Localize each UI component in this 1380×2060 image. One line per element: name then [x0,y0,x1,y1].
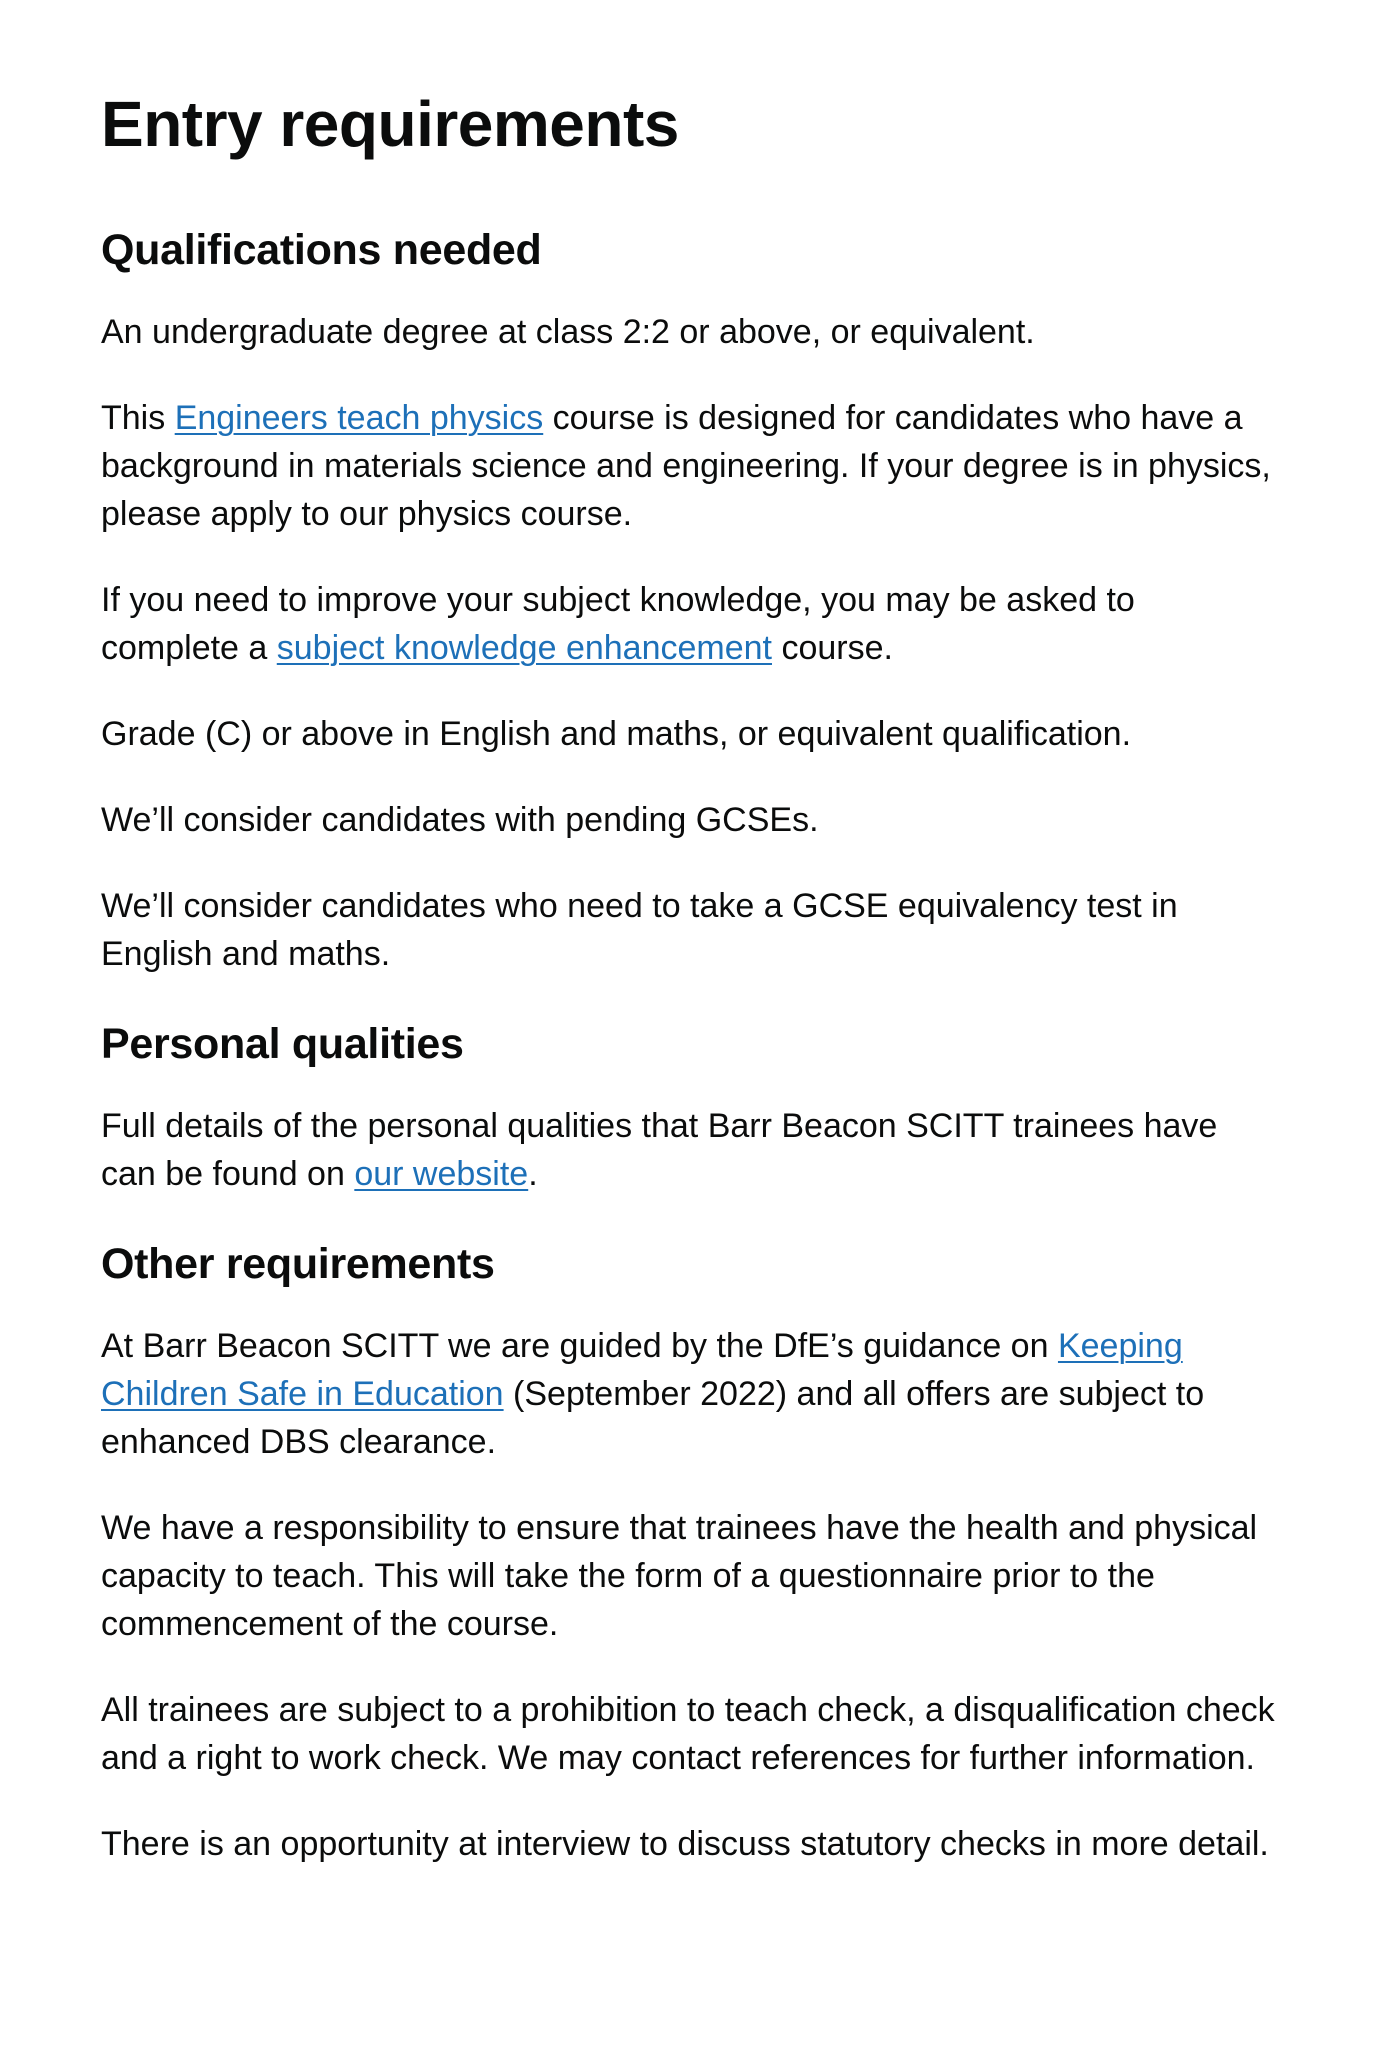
keeping-children-safe-link[interactable]: Keeping Children Safe in Education [101,1327,1183,1413]
personal-text-post: . [528,1155,538,1193]
course-paragraph [101,394,1280,538]
other-requirements-heading: Other requirements [101,1240,495,1288]
our-website-link[interactable]: our website [354,1155,529,1193]
equivalency-paragraph: We’ll consider candidates who need to take a GCSE equivalency test in English and maths. [101,887,1178,973]
engineers-teach-physics-link[interactable]: Engineers teach physics [174,399,544,437]
course-text-post: course is designed for candidates who have a background in materials science and engineering. If your degree is in physics, please apply to our physics course. [101,399,1271,533]
personal-qualities-heading: Personal qualities [101,1020,464,1068]
page-title: Entry requirements [101,88,679,160]
course-text-pre: This [101,399,175,437]
interview-paragraph: There is an opportunity at interview to discuss statutory checks in more detail. [101,1825,1269,1863]
kcsie-text-pre: At Barr Beacon SCITT we are guided by the DfE’s guidance on [101,1327,1058,1365]
ske-paragraph [101,576,1280,672]
ske-text-post: course. [772,629,893,667]
kcsie-paragraph [101,1322,1280,1466]
health-paragraph: We have a responsibility to ensure that trainees have the health and physical capacity to teach. This will take the form of a questionnaire prior to the commencement of the course. [101,1509,1258,1643]
pending-gcse-paragraph: We’ll consider candidates with pending GCSEs. [101,801,819,839]
personal-qualities-paragraph [101,1102,1280,1198]
gcse-paragraph: Grade (C) or above in English and maths, or equivalent qualification. [101,715,1132,753]
qualifications-heading: Qualifications needed [101,226,542,274]
ske-text-pre: If you need to improve your subject knowledge, you may be asked to complete a [101,581,1135,667]
personal-text-pre: Full details of the personal qualities that Barr Beacon SCITT trainees have can be found on [101,1107,1218,1193]
checks-paragraph: All trainees are subject to a prohibition to teach check, a disqualification check and a right to work check. We may contact references for further information. [101,1691,1275,1777]
degree-paragraph: An undergraduate degree at class 2:2 or above, or equivalent. [101,313,1035,351]
subject-knowledge-enhancement-link[interactable]: subject knowledge enhancement [276,629,772,667]
kcsie-text-post: (September 2022) and all offers are subject to enhanced DBS clearance. [101,1375,1205,1461]
